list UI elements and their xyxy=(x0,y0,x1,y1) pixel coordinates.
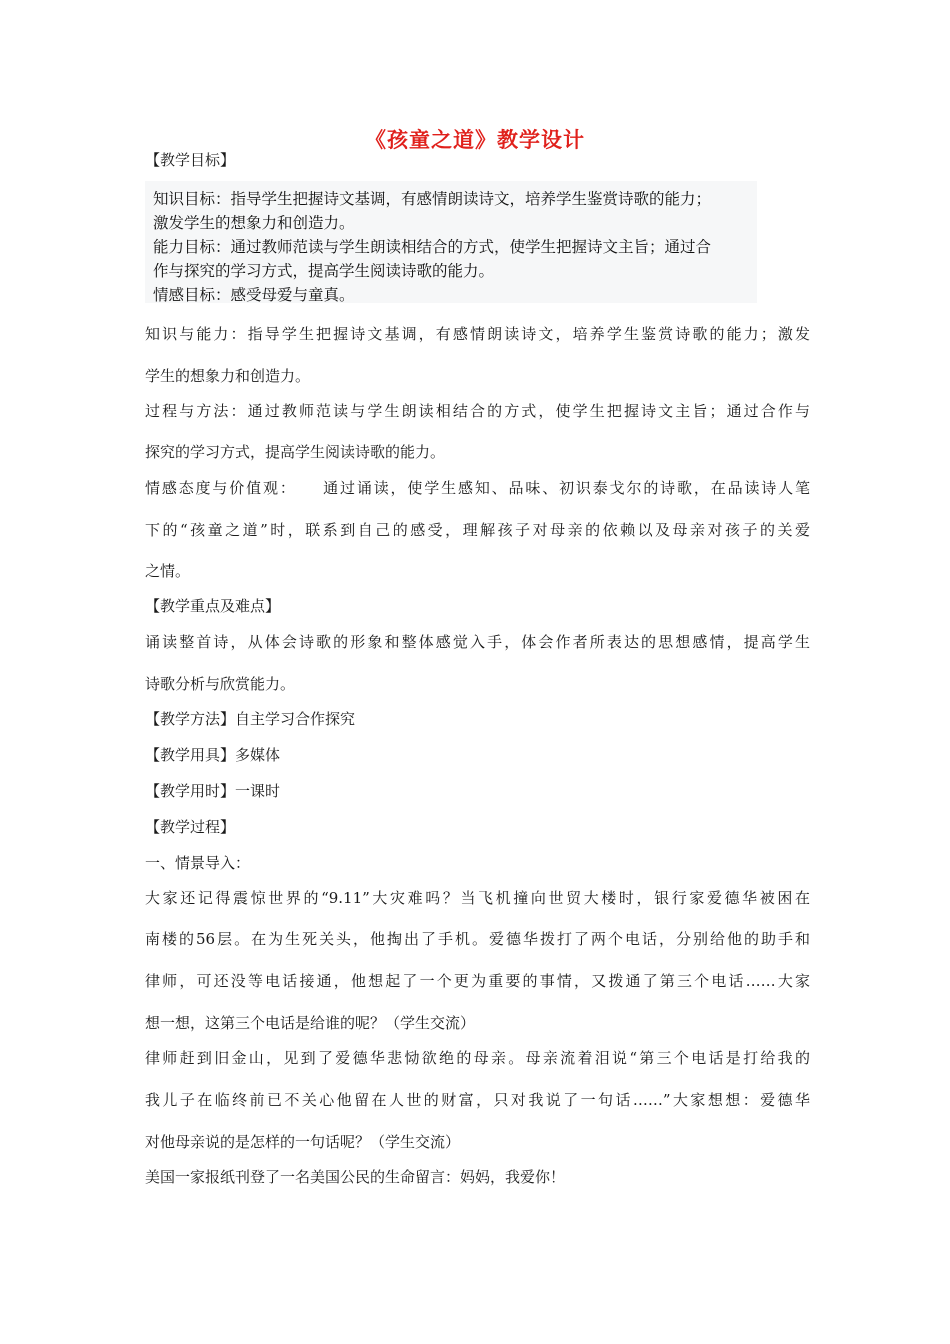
section-heading-method: 【教学方法】自主学习合作探究 xyxy=(145,710,356,728)
paragraph-line: 探究的学习方式，提高学生阅读诗歌的能力。 xyxy=(145,443,446,461)
paragraph-line: 对他母亲说的是怎样的一句话呢？（学生交流） xyxy=(145,1133,461,1151)
paragraph-line: 大家还记得震惊世界的“9.11”大灾难吗？当飞机撞向世贸大楼时，银行家爱德华被困在 xyxy=(145,889,810,907)
image-line: 知识目标：指导学生把握诗文基调，有感情朗读诗文，培养学生鉴赏诗歌的能力； xyxy=(153,190,712,208)
paragraph-line: 情感态度与价值观： 通过诵读，使学生感知、品味、初识泰戈尔的诗歌，在品读诗人笔 xyxy=(145,479,810,497)
paragraph-line: 诗歌分析与欣赏能力。 xyxy=(145,675,296,693)
image-line: 激发学生的想象力和创造力。 xyxy=(153,214,355,232)
section-heading-time: 【教学用时】一课时 xyxy=(145,782,281,800)
image-line: 作与探究的学习方式，提高学生阅读诗歌的能力。 xyxy=(153,262,495,280)
paragraph-line: 美国一家报纸刊登了一名美国公民的生命留言：妈妈，我爱你！ xyxy=(145,1168,566,1186)
paragraph-line: 我儿子在临终前已不关心他留在人世的财富，只对我说了一句话……”大家想想：爱德华 xyxy=(145,1091,810,1109)
paragraph-line: 南楼的56层。在为生死关头，他掏出了手机。爱德华拨打了两个电话，分别给他的助手和 xyxy=(145,930,810,948)
image-line: 情感目标：感受母爱与童真。 xyxy=(153,286,355,304)
paragraph-line: 过程与方法：通过教师范读与学生朗读相结合的方式，使学生把握诗文主旨；通过合作与 xyxy=(145,402,810,420)
paragraph-line: 之情。 xyxy=(145,562,191,580)
section-heading-tools: 【教学用具】多媒体 xyxy=(145,746,281,764)
subsection-heading: 一、情景导入： xyxy=(145,854,251,872)
paragraph-line: 想一想，这第三个电话是给谁的呢？（学生交流） xyxy=(145,1014,476,1032)
image-line: 能力目标：通过教师范读与学生朗读相结合的方式，使学生把握诗文主旨；通过合 xyxy=(153,238,712,256)
paragraph-line: 下的“孩童之道”时，联系到自己的感受，理解孩子对母亲的依赖以及母亲对孩子的关爱 xyxy=(145,521,810,539)
document-title: 《孩童之道》教学设计 xyxy=(365,128,585,152)
paragraph-line: 律师，可还没等电话接通，他想起了一个更为重要的事情，又拨通了第三个电话……大家 xyxy=(145,972,810,990)
section-heading-process: 【教学过程】 xyxy=(145,818,236,836)
paragraph-line: 律师赶到旧金山，见到了爱德华悲恸欲绝的母亲。母亲流着泪说“第三个电话是打给我的 xyxy=(145,1049,810,1067)
paragraph-line: 知识与能力：指导学生把握诗文基调，有感情朗读诗文，培养学生鉴赏诗歌的能力；激发 xyxy=(145,325,810,343)
paragraph-line: 学生的想象力和创造力。 xyxy=(145,367,311,385)
goals-image-box xyxy=(145,181,757,303)
paragraph-line: 诵读整首诗，从体会诗歌的形象和整体感觉入手，体会作者所表达的思想感情，提高学生 xyxy=(145,633,810,651)
section-heading-key-points: 【教学重点及难点】 xyxy=(145,597,281,615)
section-heading-goals: 【教学目标】 xyxy=(145,151,236,169)
